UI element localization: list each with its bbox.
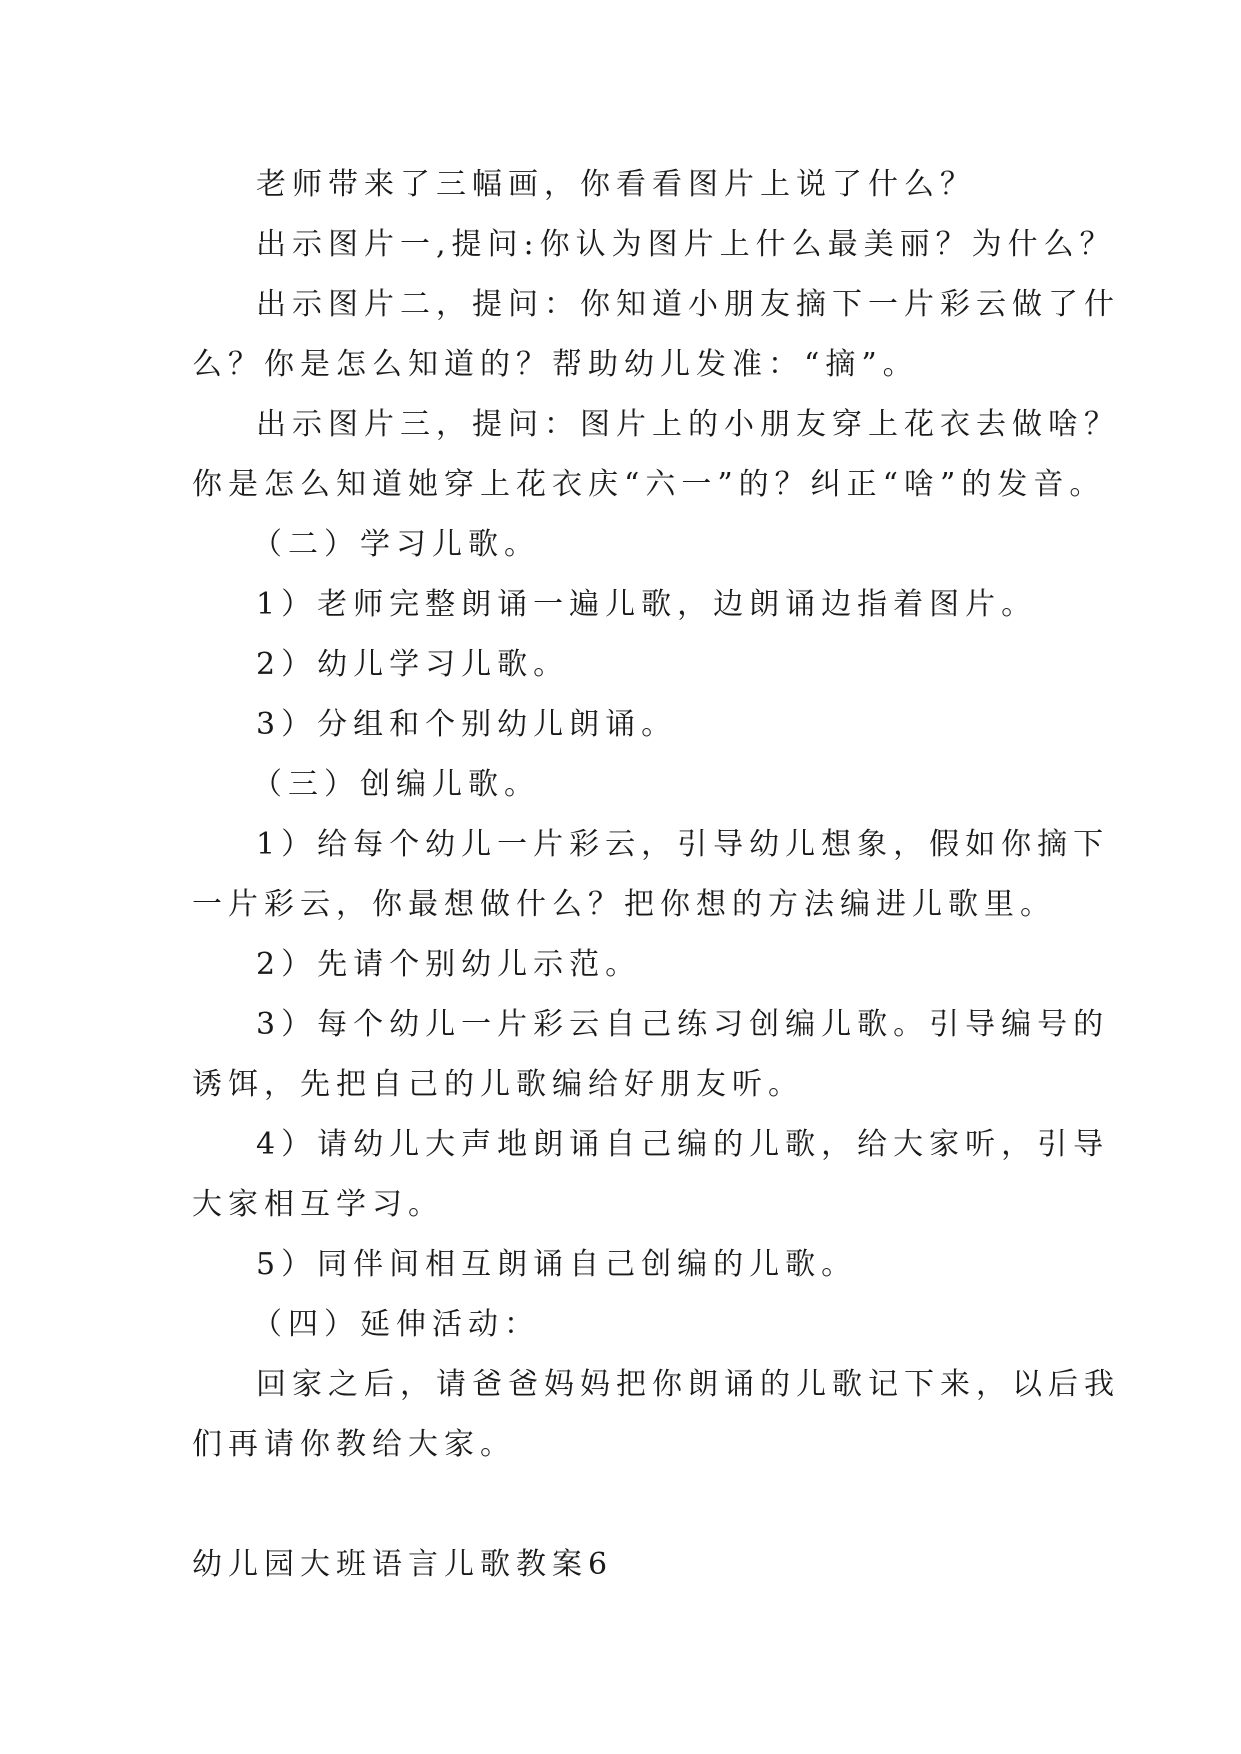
list-item: 3）分组和个别幼儿朗诵。 [256,707,678,742]
list-item-continuation: 一片彩云，你最想做什么？把你想的方法编进儿歌里。 [192,887,1056,922]
list-item-continuation: 大家相互学习。 [192,1187,444,1222]
paragraph-line: 你是怎么知道她穿上花衣庆“六一”的？纠正“啥”的发音。 [192,467,1106,502]
list-item: 2）先请个别幼儿示范。 [256,947,642,982]
list-item: 1）给每个幼儿一片彩云，引导幼儿想象，假如你摘下 [256,827,1110,862]
list-item: 1）老师完整朗诵一遍儿歌，边朗诵边指着图片。 [256,587,1038,622]
list-item: 4）请幼儿大声地朗诵自己编的儿歌，给大家听，引导 [256,1127,1110,1162]
document-title: 幼儿园大班语言儿歌教案6 [192,1547,614,1582]
paragraph-line: 出示图片二，提问：你知道小朋友摘下一片彩云做了什 [256,287,1120,322]
paragraph-line: 老师带来了三幅画，你看看图片上说了什么？ [256,167,976,202]
list-item-continuation: 诱饵，先把自己的儿歌编给好朋友听。 [192,1067,804,1102]
section-heading: （四）延伸活动： [252,1307,540,1342]
paragraph-line: 回家之后，请爸爸妈妈把你朗诵的儿歌记下来，以后我 [256,1367,1120,1402]
paragraph-line: 出示图片三，提问：图片上的小朋友穿上花衣去做啥？ [256,407,1120,442]
section-heading: （三）创编儿歌。 [252,767,540,802]
paragraph-line: 们再请你教给大家。 [192,1427,516,1462]
list-item: 5）同伴间相互朗诵自己创编的儿歌。 [256,1247,858,1282]
section-heading: （二）学习儿歌。 [252,527,540,562]
list-item: 2）幼儿学习儿歌。 [256,647,570,682]
paragraph-line: 出示图片一,提问:你认为图片上什么最美丽？为什么？ [256,227,1116,262]
list-item: 3）每个幼儿一片彩云自己练习创编儿歌。引导编号的 [256,1007,1110,1042]
paragraph-line: 么？你是怎么知道的？帮助幼儿发准：“摘”。 [192,347,919,382]
